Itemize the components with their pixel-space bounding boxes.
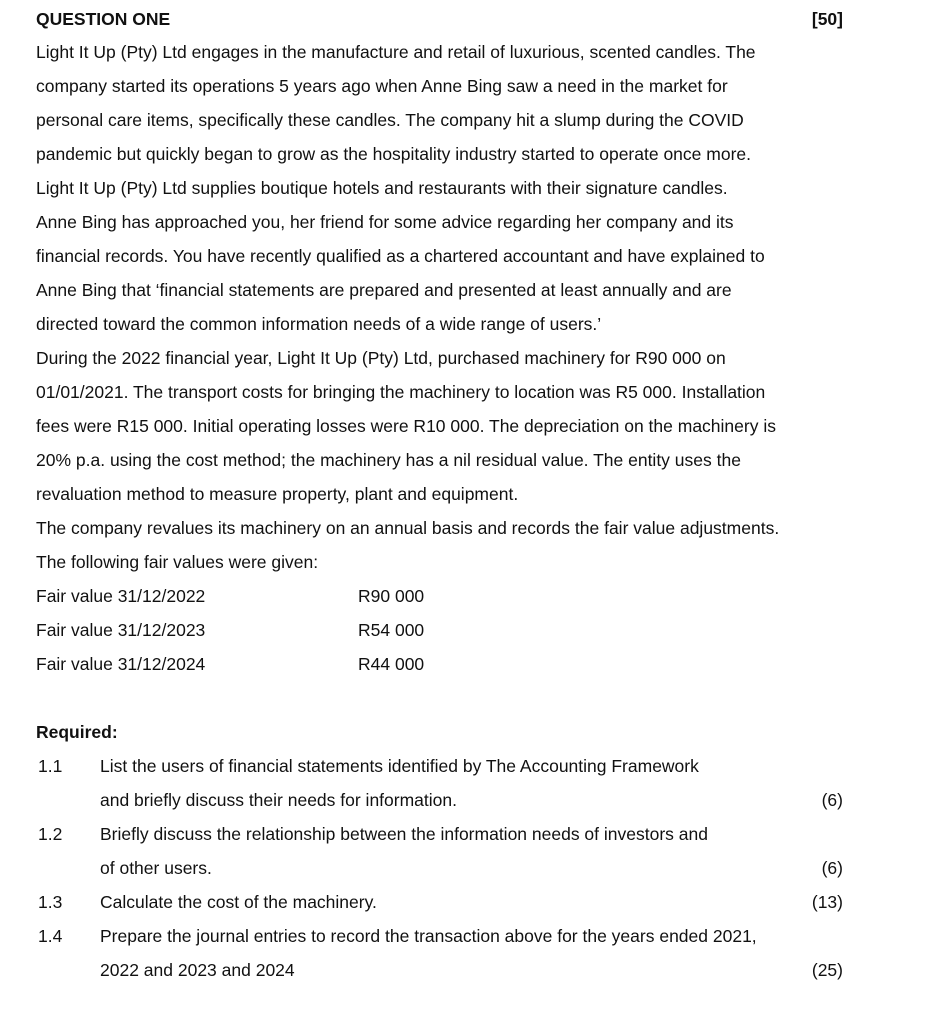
requirement-number: 1.4 [38, 926, 63, 946]
paragraph-line: fees were R15 000. Initial operating losses were R10 000. The depreciation on the machinery is [36, 416, 776, 436]
paragraph-line: pandemic but quickly began to grow as the hospitality industry started to operate once more. [36, 144, 751, 164]
paragraph-line: company started its operations 5 years ago when Anne Bing saw a need in the market for [36, 76, 728, 96]
paragraph-line: Light It Up (Pty) Ltd supplies boutique hotels and restaurants with their signature candles. [36, 178, 728, 198]
requirement-row [36, 755, 843, 777]
required-heading: Required: [36, 722, 118, 742]
requirement-text: of other users. [100, 858, 212, 878]
requirement-marks: (6) [821, 790, 843, 810]
requirement-number: 1.3 [38, 892, 63, 912]
question-total-marks: [50] [811, 9, 843, 29]
paragraph-line: personal care items, specifically these candles. The company hit a slump during the COVID [36, 110, 744, 130]
paragraph-line: Light It Up (Pty) Ltd engages in the manufacture and retail of luxurious, scented candles. The [36, 42, 756, 62]
paragraph-line: directed toward the common information needs of a wide range of users.’ [36, 314, 602, 334]
requirement-text: and briefly discuss their needs for information. [100, 790, 457, 810]
fair-value-amount: R44 000 [358, 654, 425, 674]
paragraph-line: financial records. You have recently qualified as a chartered accountant and have explained to [36, 246, 765, 266]
requirement-number: 1.2 [38, 824, 63, 844]
paragraph-line: Anne Bing has approached you, her friend for some advice regarding her company and its [36, 212, 734, 232]
requirement-number: 1.1 [38, 756, 63, 776]
requirement-text: 2022 and 2023 and 2024 [100, 960, 295, 980]
paragraph-line: The company revalues its machinery on an annual basis and records the fair value adjustments. [36, 518, 780, 538]
requirement-text: Prepare the journal entries to record the transaction above for the years ended 2021, [100, 926, 757, 946]
paragraph-line: 20% p.a. using the cost method; the machinery has a nil residual value. The entity uses the [36, 450, 741, 470]
fair-value-date: Fair value 31/12/2023 [36, 620, 206, 640]
fair-value-row [36, 619, 536, 641]
requirement-text: Briefly discuss the relationship between the information needs of investors and [100, 824, 708, 844]
fair-value-date: Fair value 31/12/2022 [36, 586, 206, 606]
question-title: QUESTION ONE [36, 9, 171, 29]
requirement-row [36, 823, 843, 845]
paragraph-line: The following fair values were given: [36, 552, 319, 572]
paragraph-line: revaluation method to measure property, plant and equipment. [36, 484, 519, 504]
requirement-marks: (6) [821, 858, 843, 878]
requirement-marks: (25) [811, 960, 843, 980]
requirement-text: Calculate the cost of the machinery. [100, 892, 377, 912]
paragraph-line: 01/01/2021. The transport costs for bringing the machinery to location was R5 000. Installation [36, 382, 766, 402]
paragraph-line: During the 2022 financial year, Light It Up (Pty) Ltd, purchased machinery for R90 000 on [36, 348, 726, 368]
requirement-text: List the users of financial statements identified by The Accounting Framework [100, 756, 699, 776]
requirement-row [36, 789, 843, 811]
fair-value-date: Fair value 31/12/2024 [36, 654, 206, 674]
requirement-row [36, 925, 843, 947]
question-heading [36, 8, 843, 30]
fair-value-amount: R54 000 [358, 620, 425, 640]
fair-value-amount: R90 000 [358, 586, 425, 606]
requirement-row [36, 891, 843, 913]
requirement-row [36, 959, 843, 981]
paragraph-line: Anne Bing that ‘financial statements are prepared and presented at least annually and are [36, 280, 732, 300]
requirement-marks: (13) [811, 892, 843, 912]
fair-value-row [36, 653, 536, 675]
fair-value-row [36, 585, 536, 607]
requirement-row [36, 857, 843, 879]
